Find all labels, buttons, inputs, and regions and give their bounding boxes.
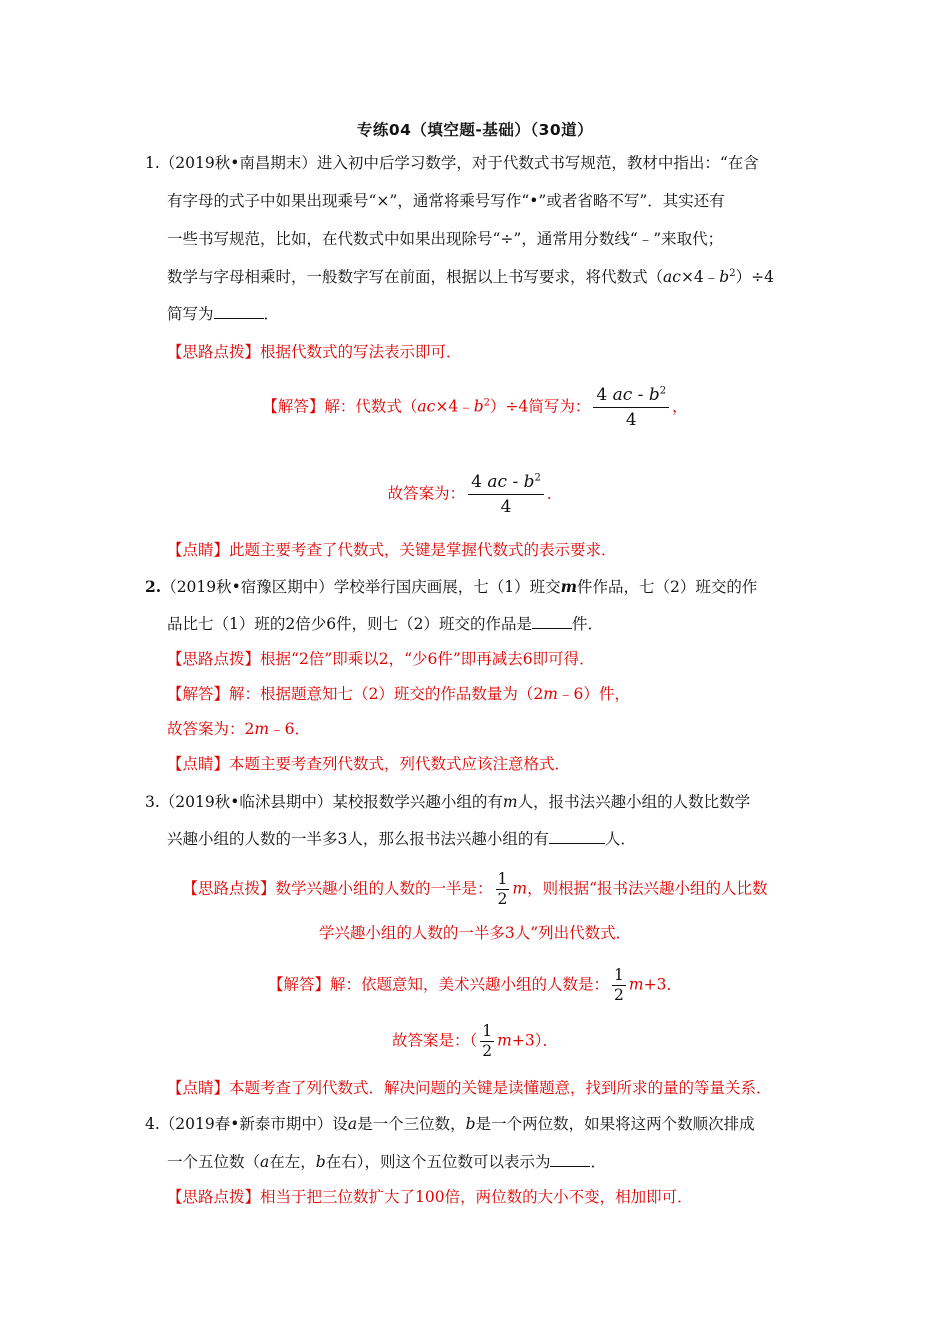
q3-line2: 兴趣小组的人数的一半多3人，那么报书法兴趣小组的有 人．: [167, 827, 636, 851]
q3-note: 【点睛】本题考查了列代数式．解决问题的关键是读懂题意，找到所求的量的等量关系．: [167, 1079, 772, 1097]
note-tag: 【点睛】: [167, 755, 230, 773]
q2-line1: 2.（2019秋•宿豫区期中）学校举行国庆画展，七（1）班交m件作品，七（2）班交的作: [145, 577, 758, 596]
q1-line5: 简写为 ．: [167, 302, 279, 326]
answer-tag: 【解答】: [268, 975, 331, 994]
answer-blank: [549, 827, 605, 844]
q1-final-fraction: $\frac{4 ac - b^2}{4}$: [468, 470, 544, 519]
answer-blank: [550, 1150, 590, 1167]
q3-hint-line2: 学兴趣小组的人数的一半多3人”列出代数式．: [318, 924, 632, 942]
hint-tag: 【思路点拨】: [182, 879, 276, 898]
q2-answer: 【解答】解：根据题意知七（2）班交的作品数量为（2m﹣6）件，: [167, 685, 630, 703]
q1-answer-fraction: $\frac{4 ac - b^2}{4}$: [593, 383, 669, 432]
q2-final: 故答案为：2m﹣6．: [167, 720, 310, 738]
answer-tag: 【解答】: [167, 685, 230, 703]
q2-line2: 品比七（1）班的2倍少6件，则七（2）班交的作品是 件．: [167, 612, 603, 636]
q3-hint: 【思路点拨】数学兴趣小组的人数的一半是： $\frac{1}{2}$ m，则根据“报书法兴趣小组的人比数: [182, 870, 768, 908]
q1-note: 【点睛】此题主要考查了代数式，关键是掌握代数式的表示要求．: [167, 541, 617, 559]
answer-tag: 【解答】: [262, 397, 325, 416]
q1-line4: 数学与字母相乘时，一般数字写在前面，根据以上书写要求，将代数式$(ac\times 4﹣b^2)\div 4$: [167, 267, 774, 286]
q3-line1: 3.（2019秋•临沭县期中）某校报数学兴趣小组的有m人，报书法兴趣小组的人数比数学: [145, 793, 751, 811]
q1-line1: 1.（2019秋•南昌期末）进入初中后学习数学，对于代数式书写规范，教材中指出：“在含: [145, 154, 759, 172]
q1-answer: 【解答】解：代数式$(ac\times 4﹣b^2)\div 4$简写为： $\frac{4 ac - b^2}{4}$ ，: [262, 385, 688, 430]
q3-final-fraction: $\frac{1}{2}$: [482, 1022, 493, 1060]
note-tag: 【点睛】: [167, 541, 230, 559]
answer-blank: [532, 612, 572, 629]
page-title: 专练04（填空题-基础）（30道）: [356, 121, 594, 139]
q1-final: 故答案为： $\frac{4 ac - b^2}{4}$ ．: [387, 472, 563, 517]
q1-line3: 一些书写规范，比如，在代数式中如果出现除号“÷”，通常用分数线“﹣”来取代；: [167, 230, 724, 248]
q4-number: 4.: [145, 1115, 160, 1133]
q3-answer-fraction: $\frac{1}{2}$: [614, 966, 624, 1004]
q4-line1: 4.（2019春•新泰市期中）设a是一个三位数，b是一个两位数，如果将这两个数顺次排成: [145, 1115, 755, 1133]
hint-tag: 【思路点拨】: [167, 650, 261, 668]
q3-hint-fraction: $\frac{1}{2}$: [497, 870, 508, 908]
q3-final: 故答案是：（ $\frac{1}{2}$ m+3）．: [392, 1022, 558, 1060]
q2-note: 【点睛】本题主要考查列代数式，列代数式应该注意格式．: [167, 755, 571, 773]
answer-blank: [214, 302, 264, 319]
q4-line2: 一个五位数（a在左，b在右），则这个五位数可以表示为 ．: [167, 1150, 606, 1174]
hint-tag: 【思路点拨】: [167, 343, 261, 361]
note-tag: 【点睛】: [167, 1079, 230, 1097]
q1-number: 1.: [145, 154, 160, 172]
q2-hint: 【思路点拨】根据“2倍”即乘以2，“少6件”即再减去6即可得．: [167, 650, 595, 668]
q1-line2: 有字母的式子中如果出现乘号“×”，通常将乘号写作“•”或者省略不写”．其实还有: [167, 192, 725, 210]
hint-tag: 【思路点拨】: [167, 1188, 261, 1206]
q2-number: 2.: [145, 577, 162, 596]
q3-answer: 【解答】解：依题意知，美术兴趣小组的人数是： $\frac{1}{2}$ m+3．: [268, 966, 682, 1004]
q4-hint: 【思路点拨】相当于把三位数扩大了100倍，两位数的大小不变，相加即可．: [167, 1188, 693, 1206]
q1-hint: 【思路点拨】根据代数式的写法表示即可．: [167, 343, 462, 361]
q3-number: 3.: [145, 793, 160, 811]
